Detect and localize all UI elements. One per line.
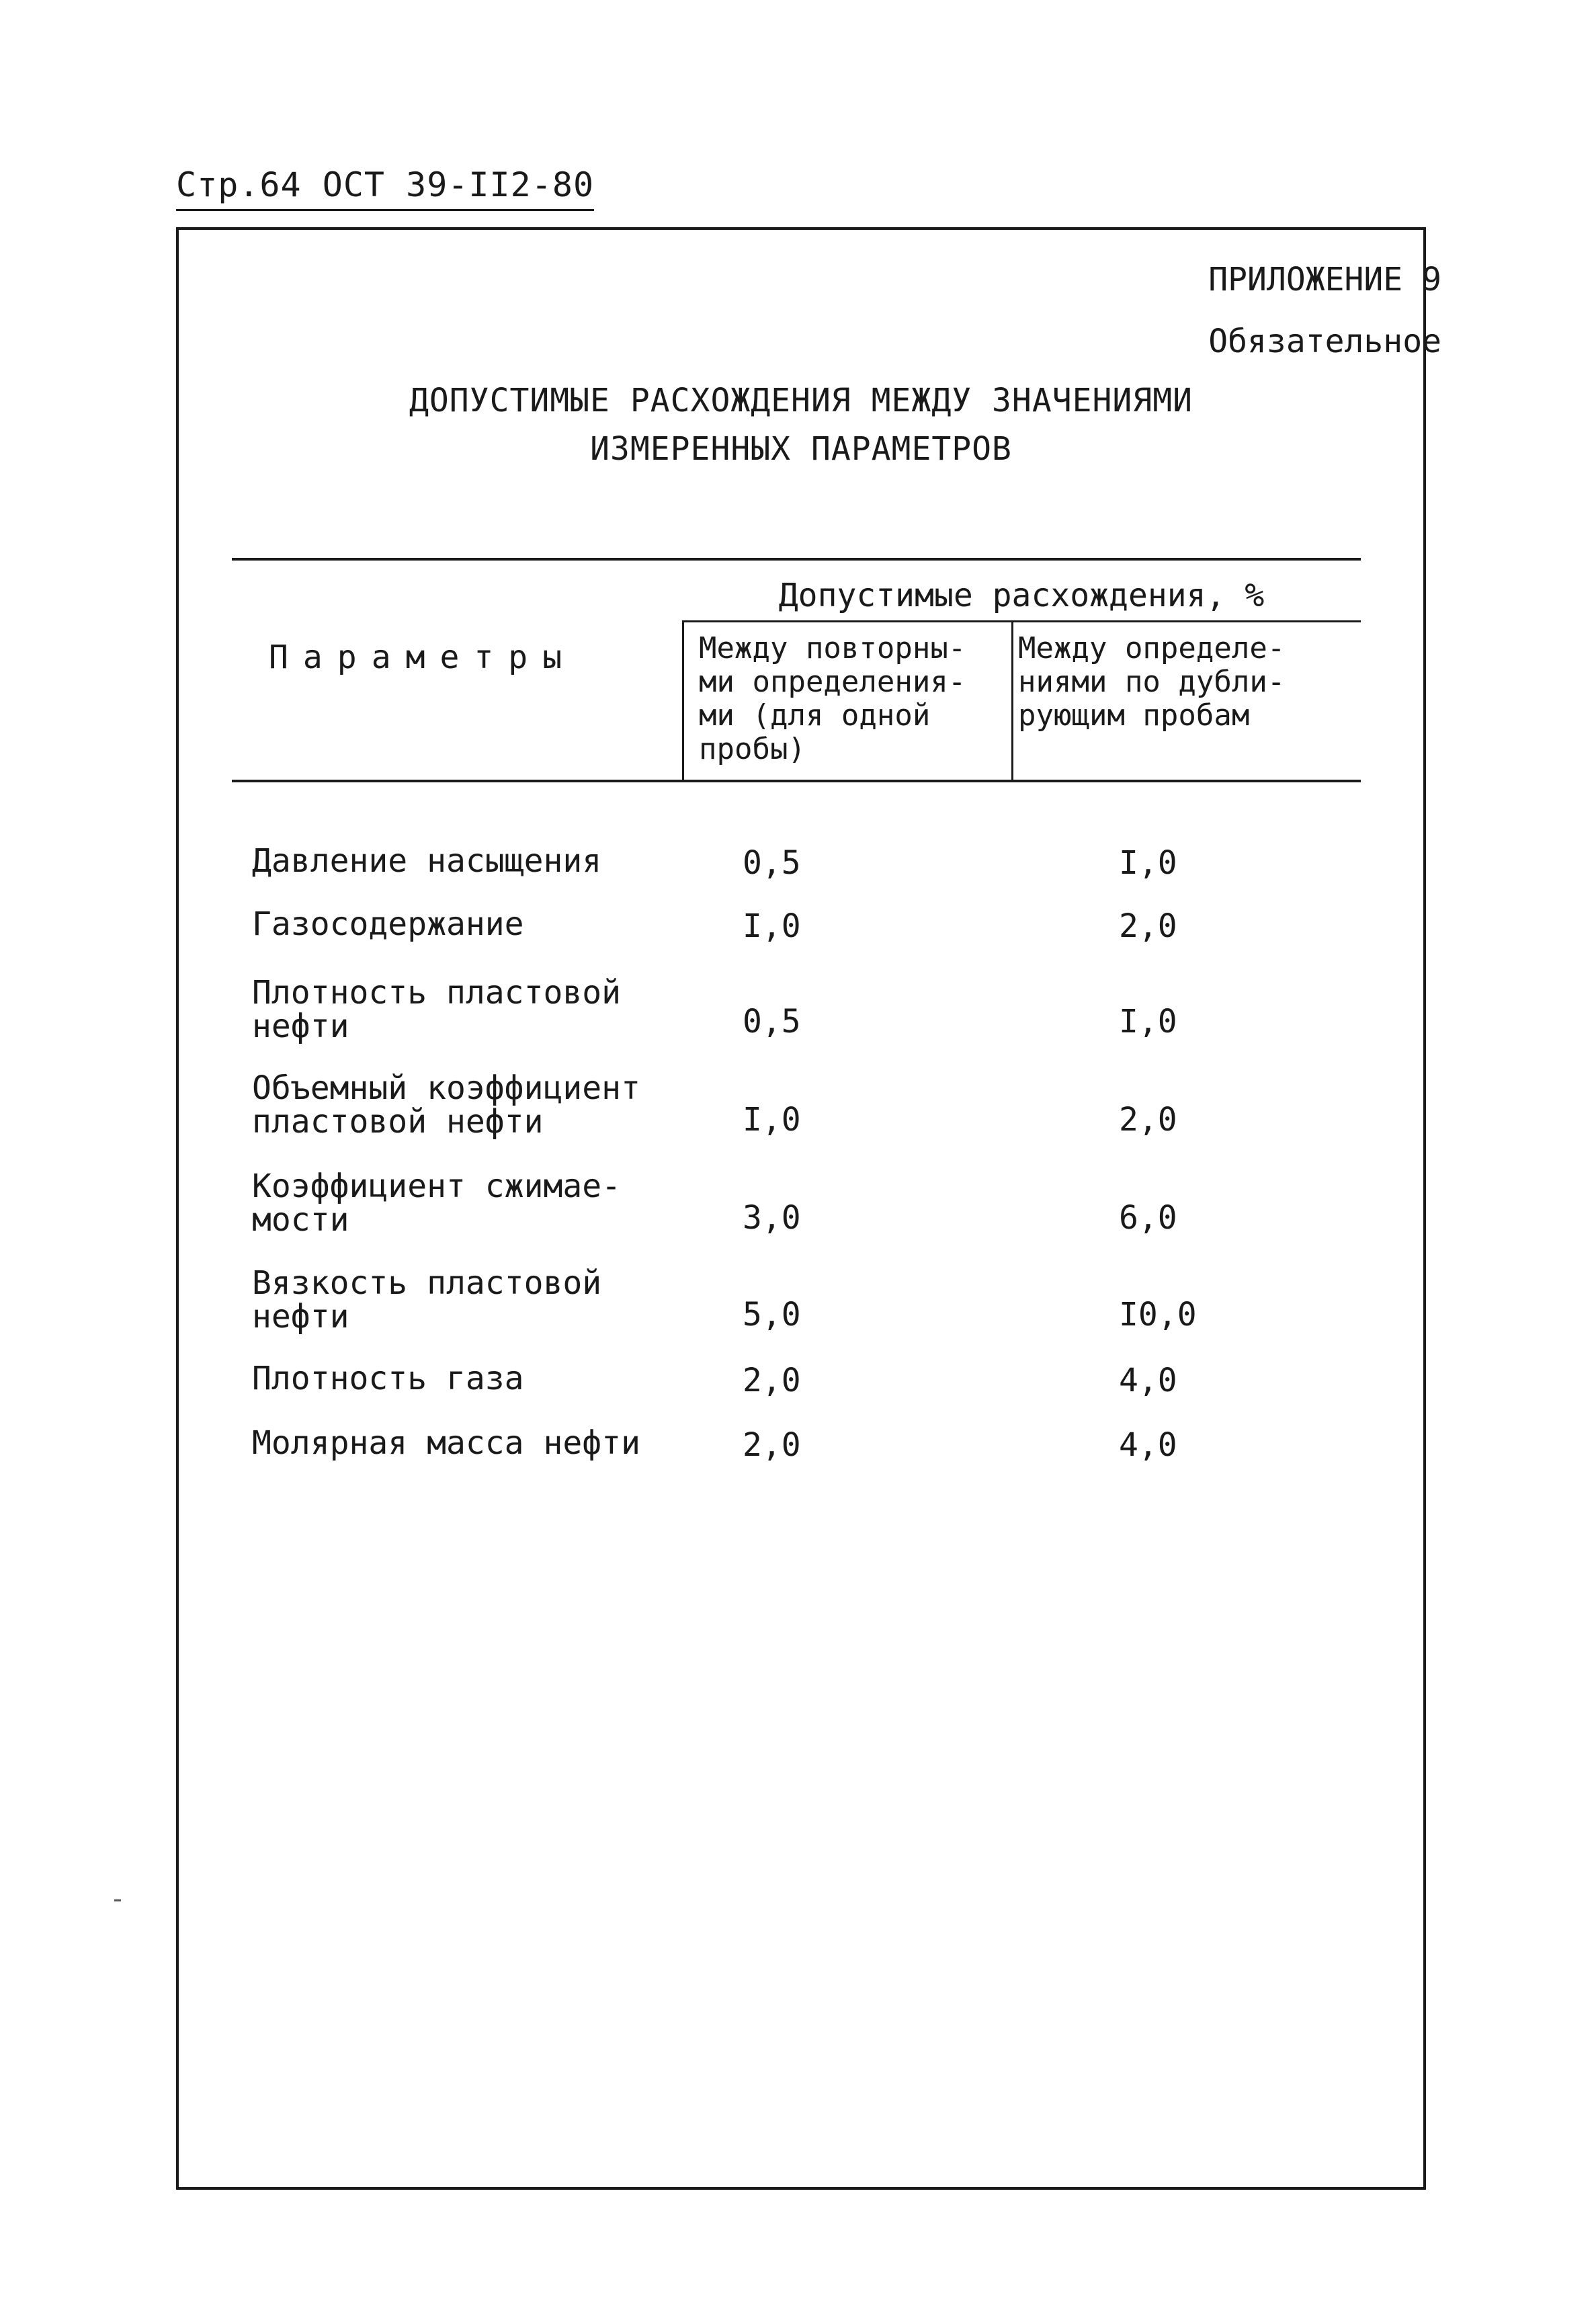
duplicate-value-cell: 4,0 (1119, 1426, 1177, 1464)
group-header-rule (682, 620, 1361, 622)
col2-header (1018, 632, 1285, 733)
col1-header (699, 632, 966, 766)
param-column-header: Параметры (269, 639, 577, 676)
duplicate-value-cell: 6,0 (1119, 1199, 1177, 1237)
col2-header-line: ниями по дубли- (1018, 665, 1286, 699)
col1-header-line: ми определения- (699, 665, 966, 699)
param-cell (252, 1426, 640, 1460)
param-text: пластовой нефти (252, 1103, 544, 1141)
param-text: Газосодержание (252, 905, 524, 943)
param-text: Коэффициент сжимае- (252, 1167, 622, 1205)
repeat-value-cell: 2,0 (743, 1426, 801, 1464)
col2-header-line: Между определе- (1018, 631, 1286, 665)
scan-speck (114, 1899, 121, 1901)
param-text: Объемный коэффициент (252, 1069, 640, 1107)
repeat-value-cell: I,0 (743, 1101, 801, 1139)
col2-header-line: рующим пробам (1018, 698, 1250, 733)
repeat-value-cell: 0,5 (743, 1003, 801, 1040)
appendix-block (1208, 249, 1441, 372)
group-column-header: Допустимые расхождения, % (778, 577, 1265, 614)
repeat-value-cell: 3,0 (743, 1199, 801, 1237)
param-text: Давление насыщения (252, 842, 602, 880)
duplicate-value-cell: 2,0 (1119, 1101, 1177, 1139)
duplicate-value-cell: I0,0 (1119, 1296, 1197, 1333)
duplicate-value-cell: I,0 (1119, 844, 1177, 882)
param-text: мости (252, 1201, 349, 1239)
param-cell (252, 1264, 602, 1336)
param-cell (252, 1362, 524, 1395)
document-title (176, 376, 1426, 473)
param-cell (252, 976, 621, 1043)
repeat-value-cell: 0,5 (743, 844, 801, 882)
param-cell (252, 844, 601, 878)
param-text: нефти (252, 1298, 349, 1336)
param-cell (252, 1071, 640, 1139)
duplicate-value-cell: I,0 (1119, 1003, 1177, 1040)
repeat-value-cell: 2,0 (743, 1362, 801, 1399)
appendix-status: Обязательное (1208, 323, 1441, 360)
appendix-label: ПРИЛОЖЕНИЕ 9 (1208, 261, 1441, 298)
duplicate-value-cell: 4,0 (1119, 1362, 1177, 1399)
param-text: Плотность пластовой (252, 974, 622, 1012)
title-line-1: ДОПУСТИМЫЕ РАСХОЖДЕНИЯ МЕЖДУ ЗНАЧЕНИЯМИ (409, 382, 1193, 419)
param-cell (252, 1169, 621, 1237)
repeat-value-cell: 5,0 (743, 1296, 801, 1333)
param-text: Вязкость пластовой (252, 1264, 602, 1302)
table-top-rule (232, 558, 1361, 561)
param-text: нефти (252, 1008, 349, 1045)
title-line-2: ИЗМЕРЕННЫХ ПАРАМЕТРОВ (590, 430, 1012, 468)
page-reference-text: Стр.64 ОСТ 39-II2-80 (176, 165, 595, 204)
param-text: Молярная масса нефти (252, 1424, 640, 1462)
param-cell (252, 907, 524, 941)
column-divider-2 (1011, 620, 1013, 780)
repeat-value-cell: I,0 (743, 907, 801, 945)
col1-header-line: ми (для одной (699, 698, 931, 733)
page-reference (176, 165, 594, 204)
col1-header-line: Между повторны- (699, 631, 966, 665)
duplicate-value-cell: 2,0 (1119, 907, 1177, 945)
header-bottom-rule (232, 780, 1361, 782)
column-divider-1 (682, 620, 684, 780)
param-text: Плотность газа (252, 1360, 524, 1397)
page-reference-underline (176, 209, 594, 211)
col1-header-line: пробы) (699, 732, 806, 766)
